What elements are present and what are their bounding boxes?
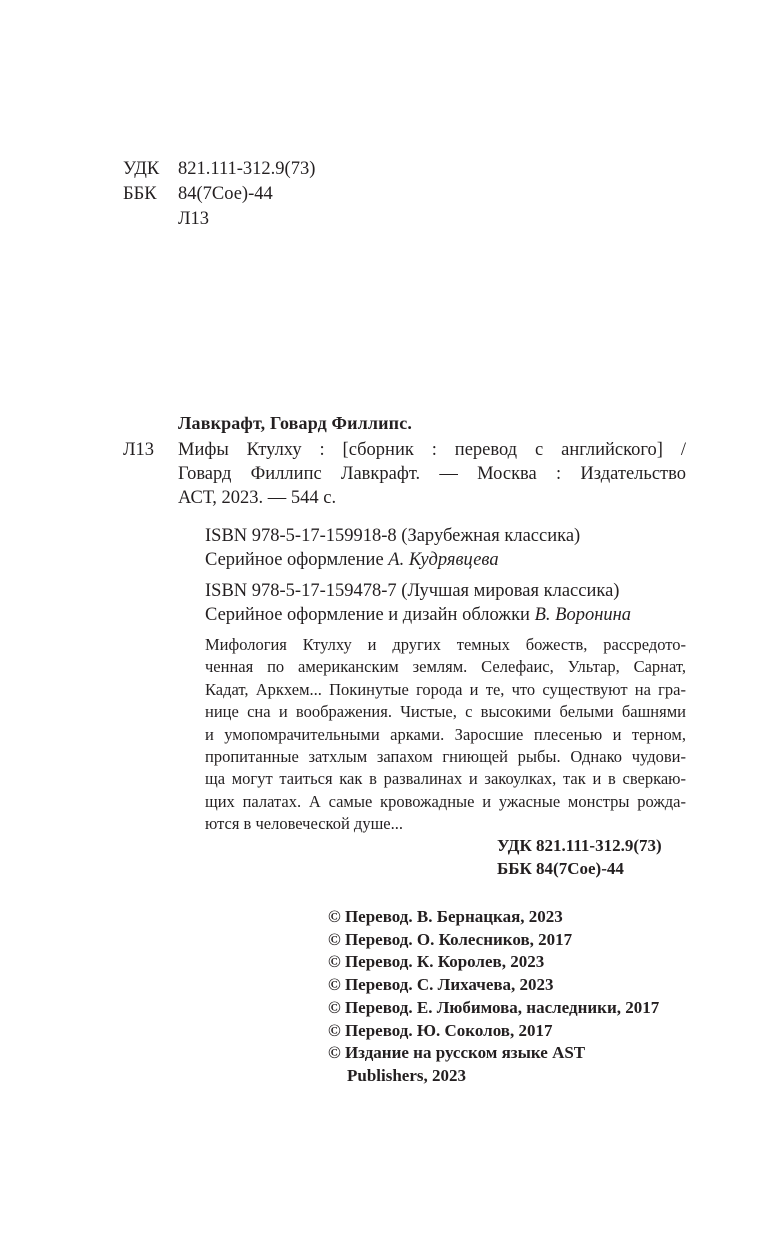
design-label: Серийное оформление <box>205 550 389 570</box>
isbn-block <box>205 524 580 572</box>
design-credit <box>205 603 631 627</box>
annotation-line: Кадат, Аркхем... Покинутые города и те, что существуют на гра- <box>205 679 686 699</box>
copyright-line: © Перевод. Е. Любимова, наследники, 2017 <box>328 997 660 1017</box>
copyright-line: © Перевод. К. Королев, 2023 <box>328 952 545 972</box>
copyright-line: © Издание на русском языке AST <box>328 1043 586 1063</box>
copyright-line: © Перевод. В. Бернацкая, 2023 <box>328 907 563 926</box>
annotation-line: щих палатах. А самые кровожадные и ужасные монстры рожда- <box>205 791 686 811</box>
title-line: АСТ, 2023. — 544 с. <box>178 488 337 508</box>
bbk-value: 84(7Сое)-44 <box>178 184 273 204</box>
annotation <box>205 634 686 836</box>
isbn-line: ISBN 978-5-17-159478-7 (Лучшая мировая классика) <box>205 581 620 601</box>
design-label: Серийное оформление и дизайн обложки <box>205 605 535 625</box>
udk-bold: УДК 821.111-312.9(73) <box>497 836 662 855</box>
annotation-line: ченная по американским землям. Селефаис, Ультар, Сарнат, <box>205 657 686 677</box>
title-line: Говард Филлипс Лавкрафт. — Москва : Издательство <box>178 464 686 484</box>
designer-name: А. Кудрявцева <box>388 550 499 570</box>
design-credit <box>205 548 580 572</box>
title-line: Мифы Ктулху : [сборник : перевод с английского] / <box>178 440 686 460</box>
copyright-line: © Перевод. О. Колесников, 2017 <box>328 929 573 949</box>
annotation-line: пропитанные затхлым запахом гниющей рыбы. Однако чудови- <box>205 747 686 767</box>
copyright-line: © Перевод. Ю. Соколов, 2017 <box>328 1020 553 1040</box>
annotation-line: Мифология Ктулху и других темных божеств, рассредото- <box>205 635 686 654</box>
bibliographic-description <box>178 438 686 510</box>
bbk-bold: ББК 84(7Сое)-44 <box>497 859 624 878</box>
annotation-line: ются в человеческой душе... <box>205 814 403 834</box>
isbn-block <box>205 579 631 627</box>
author-sign: Л13 <box>123 440 155 460</box>
copyright-block <box>328 906 659 1088</box>
annotation-line: нице сна и воображения. Чистые, с высокими белыми башнями <box>205 702 686 722</box>
isbn-line: ISBN 978-5-17-159918-8 (Зарубежная классика) <box>205 526 581 546</box>
udk-value: 821.111-312.9(73) <box>178 159 316 179</box>
copyright-line: Publishers, 2023 <box>347 1065 467 1085</box>
author-heading: Лавкрафт, Говард Филлипс. <box>178 413 412 433</box>
copyright-line: © Перевод. С. Лихачева, 2023 <box>328 975 554 995</box>
annotation-line: и умопомрачительными арками. Заросшие плесенью и терном, <box>205 724 686 744</box>
bbk-label: ББК <box>123 184 157 204</box>
designer-name: В. Воронина <box>534 605 632 625</box>
author-sign-top: Л13 <box>178 209 210 229</box>
annotation-line: ща могут таиться как в развалинах и закоулках, так и в сверкаю- <box>205 769 686 789</box>
udk-label: УДК <box>123 159 160 179</box>
